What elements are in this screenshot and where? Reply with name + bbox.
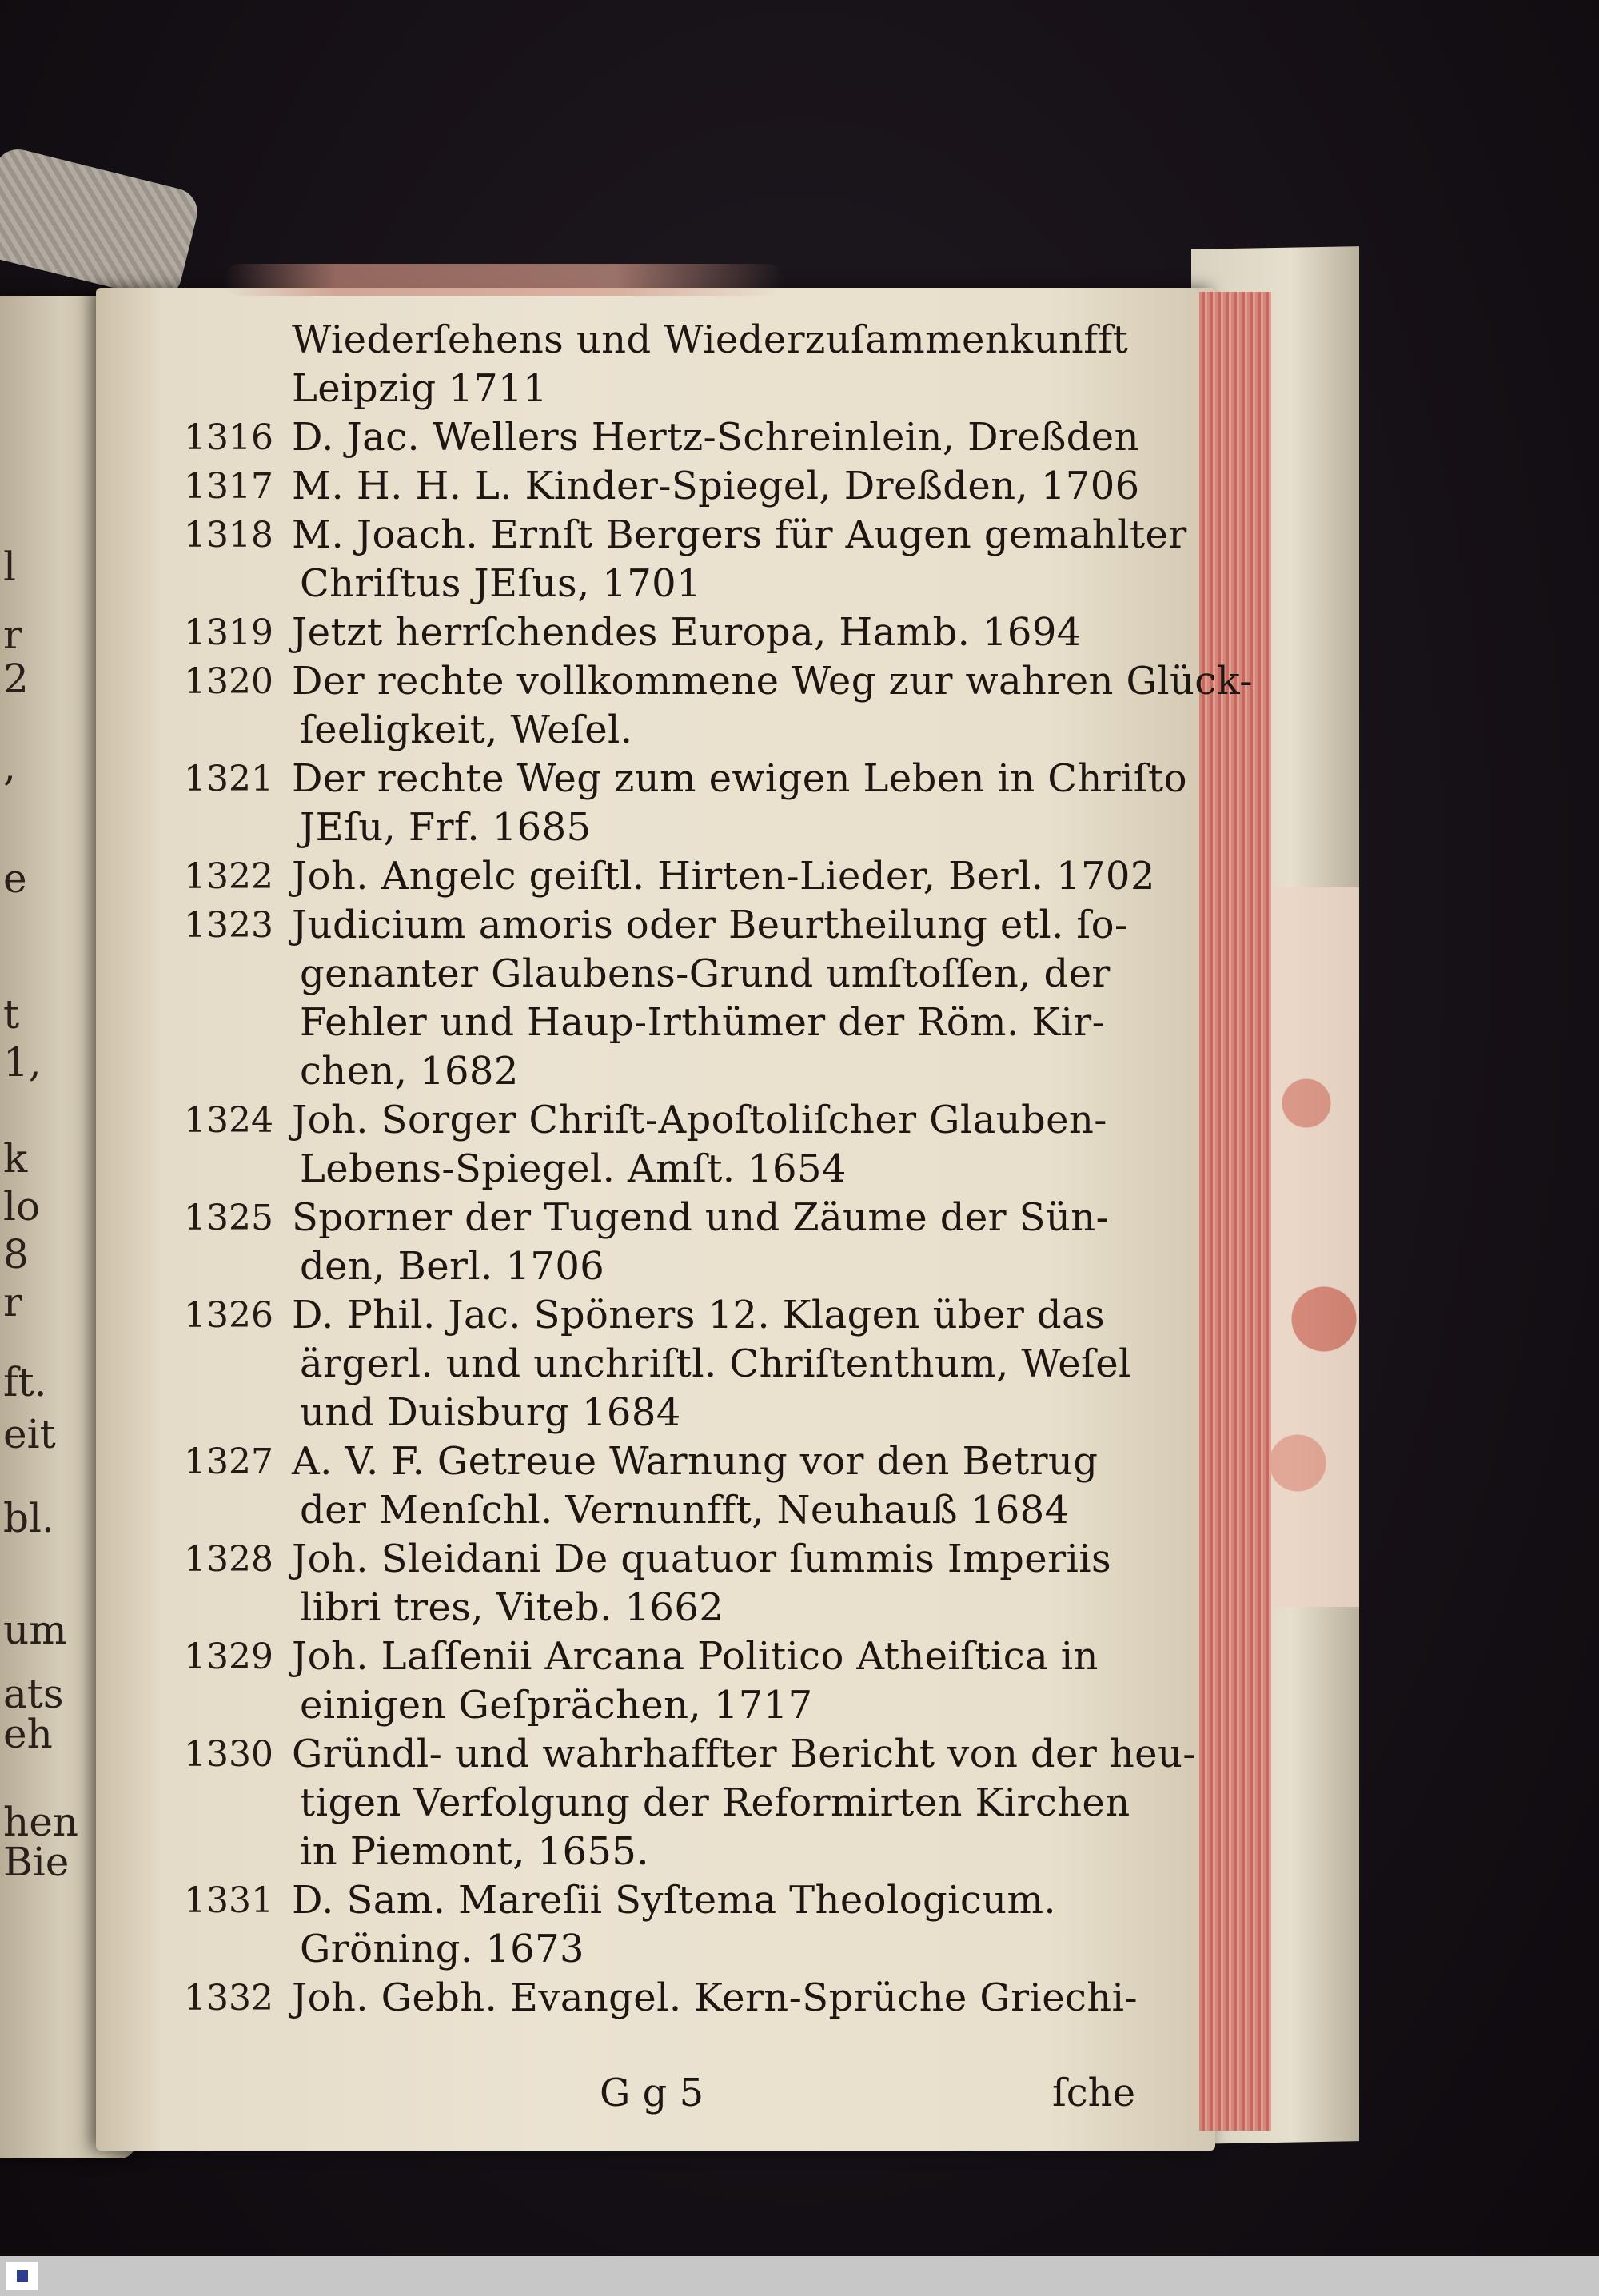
heading-text: Wiederſehens und Wiederzuſammenkunfft — [292, 317, 1129, 362]
entry-text: JEſu, Frf. 1685 — [300, 805, 592, 850]
entry-line — [184, 803, 1135, 852]
left-page-fragment: t — [3, 991, 20, 1038]
heading-line — [184, 365, 1135, 413]
entry-text: genanter Glaubens-Grund umſtoſſen, der — [300, 951, 1111, 996]
entry-line — [184, 657, 1253, 706]
entry-line — [184, 901, 1135, 950]
entry-text: D. Sam. Mareſii Syſtema Theologicum. — [292, 1878, 1057, 1923]
entry-text: Sporner der Tugend und Zäume der Sün- — [292, 1195, 1110, 1240]
left-page-fragment: 8 — [3, 1231, 29, 1278]
entry-number: 1317 — [184, 466, 273, 507]
left-page-fragment: 1, — [3, 1039, 42, 1086]
entry-number: 1323 — [184, 905, 273, 946]
entry-text: Jetzt herrſchendes Europa, Hamb. 1694 — [292, 610, 1082, 655]
entry-text: A. V. F. Getreue Warnung vor den Betrug — [292, 1439, 1099, 1484]
entry-number: 1330 — [184, 1734, 273, 1775]
entry-line — [184, 1096, 1135, 1145]
left-page-fragment: l — [3, 544, 16, 590]
left-page-fragment: hen — [3, 1799, 78, 1845]
entry-line — [184, 1730, 1196, 1779]
entry-line — [184, 462, 1140, 511]
entry-line — [184, 1047, 1135, 1096]
red-page-edge — [1199, 292, 1271, 2131]
entry-text: M. Joach. Ernſt Bergers für Augen gemahlter — [292, 512, 1187, 557]
entry-line — [184, 1242, 1135, 1291]
entry-text: Joh. Gebh. Evangel. Kern-Sprüche Griechi- — [292, 1975, 1138, 2020]
entry-number: 1331 — [184, 1880, 273, 1921]
entry-list — [184, 413, 1253, 2023]
left-page-fragment: um — [3, 1607, 67, 1653]
entry-text: Joh. Laſſenii Arcana Politico Atheiſtica in — [292, 1634, 1099, 1679]
entry-text: chen, 1682 — [300, 1049, 519, 1094]
left-page-fragment: lo — [3, 1183, 41, 1230]
entry-line — [184, 413, 1139, 462]
entry-line — [184, 1291, 1135, 1340]
left-page-fragment: k — [3, 1135, 28, 1182]
entry-number: 1329 — [184, 1636, 273, 1677]
entry-number: 1327 — [184, 1441, 273, 1482]
entry-line — [184, 608, 1135, 657]
entry-number: 1316 — [184, 417, 273, 458]
entry-line — [184, 1584, 1135, 1632]
entry-text: ſeeligkeit, Weſel. — [300, 708, 633, 752]
entry-number: 1322 — [184, 856, 273, 897]
left-page-fragment: bl. — [3, 1495, 54, 1541]
entry-text: den, Berl. 1706 — [300, 1244, 605, 1289]
entry-text: Joh. Angelc geiſtl. Hirten-Lieder, Berl. 1702 — [292, 854, 1155, 899]
entry-text: Der rechte Weg zum ewigen Leben in Chriſto — [292, 756, 1187, 801]
left-page-fragment: Bie — [3, 1839, 70, 1885]
catchword: ſche — [1052, 2071, 1135, 2115]
entry-text: Joh. Sleidani De quatuor ſummis Imperiis — [292, 1537, 1111, 1581]
entry-line — [184, 1828, 1135, 1876]
spine-fabric — [0, 145, 202, 304]
entry-number: 1328 — [184, 1539, 273, 1580]
entry-number: 1318 — [184, 515, 273, 556]
entry-line — [184, 1437, 1135, 1486]
entry-text: tigen Verfolgung der Reformirten Kirchen — [300, 1780, 1130, 1825]
entry-number: 1332 — [184, 1978, 273, 2019]
entry-text: Judicium amoris oder Beurtheilung etl. ſo- — [292, 903, 1128, 947]
entry-number: 1319 — [184, 612, 273, 653]
entry-line — [184, 1389, 1135, 1437]
entry-text: der Menſchl. Vernunfft, Neuhauß 1684 — [300, 1488, 1070, 1533]
entry-line — [184, 1876, 1135, 1925]
left-page-fragment: eit — [3, 1411, 56, 1457]
entry-number: 1326 — [184, 1295, 273, 1336]
entry-line — [184, 1486, 1135, 1535]
page-text — [184, 316, 1253, 2023]
entry-text: D. Phil. Jac. Spöners 12. Klagen über das — [292, 1293, 1105, 1337]
entry-text: in Piemont, 1655. — [300, 1829, 649, 1874]
entry-text: M. H. H. L. Kinder-Spiegel, Dreßden, 1706 — [292, 464, 1140, 508]
entry-line — [184, 1340, 1135, 1389]
entry-text: Der rechte vollkommene Weg zur wahren Glück- — [292, 659, 1253, 704]
entry-line — [184, 560, 1135, 608]
left-page-fragment: r — [3, 612, 22, 658]
entry-line — [184, 1145, 1135, 1194]
entry-line — [184, 1632, 1135, 1681]
entry-text: Chriſtus JEſus, 1701 — [300, 561, 702, 606]
left-page-fragment: , — [3, 743, 16, 790]
entry-text: Gröning. 1673 — [300, 1927, 584, 1971]
heading-text: Leipzig 1711 — [292, 366, 548, 411]
entry-line — [184, 950, 1135, 999]
left-page-fragment: e — [3, 855, 27, 902]
marbled-endpaper — [1271, 887, 1359, 1607]
top-edge-stain — [224, 264, 784, 296]
entry-text: und Duisburg 1684 — [300, 1390, 681, 1435]
left-page-fragment: ft. — [3, 1359, 47, 1405]
entry-line — [184, 1681, 1135, 1730]
entry-text: D. Jac. Wellers Hertz-Schreinlein, Dreßden — [292, 415, 1139, 460]
left-page-fragment: eh — [3, 1711, 53, 1757]
entry-line — [184, 511, 1187, 560]
entry-line — [184, 706, 1135, 755]
entry-number: 1325 — [184, 1198, 273, 1238]
left-page-fragment: ats — [3, 1671, 64, 1717]
heading-line — [184, 316, 1135, 365]
entry-text: Gründl- und wahrhaffter Bericht von der heu- — [292, 1732, 1196, 1776]
entry-line — [184, 1535, 1135, 1584]
viewer-bottom-bar — [0, 2256, 1599, 2296]
signature-mark: G g 5 — [600, 2071, 704, 2115]
entry-text: Fehler und Haup-Irthümer der Röm. Kir- — [300, 1000, 1106, 1045]
left-page-fragment: r — [3, 1279, 22, 1325]
entry-line — [184, 1194, 1135, 1242]
entry-text: ärgerl. und unchriſtl. Chriſtenthum, Weſel — [300, 1341, 1131, 1386]
entry-number: 1321 — [184, 759, 273, 799]
entry-text: Lebens-Spiegel. Amſt. 1654 — [300, 1146, 847, 1191]
entry-text: einigen Geſprächen, 1717 — [300, 1683, 813, 1728]
entry-line — [184, 755, 1187, 803]
entry-text: libri tres, Viteb. 1662 — [300, 1585, 724, 1630]
entry-line — [184, 852, 1155, 901]
library-logo-icon — [6, 2262, 38, 2290]
entry-text: Joh. Sorger Chriſt-Apoſtoliſcher Glauben- — [292, 1098, 1107, 1142]
entry-number: 1320 — [184, 661, 273, 702]
entry-line — [184, 1925, 1135, 1974]
entry-number: 1324 — [184, 1100, 273, 1141]
entry-line — [184, 1779, 1135, 1828]
page-footer — [184, 2071, 1135, 2127]
entry-line — [184, 999, 1135, 1047]
left-page-fragment: 2 — [3, 656, 29, 702]
entry-line — [184, 1974, 1138, 2023]
